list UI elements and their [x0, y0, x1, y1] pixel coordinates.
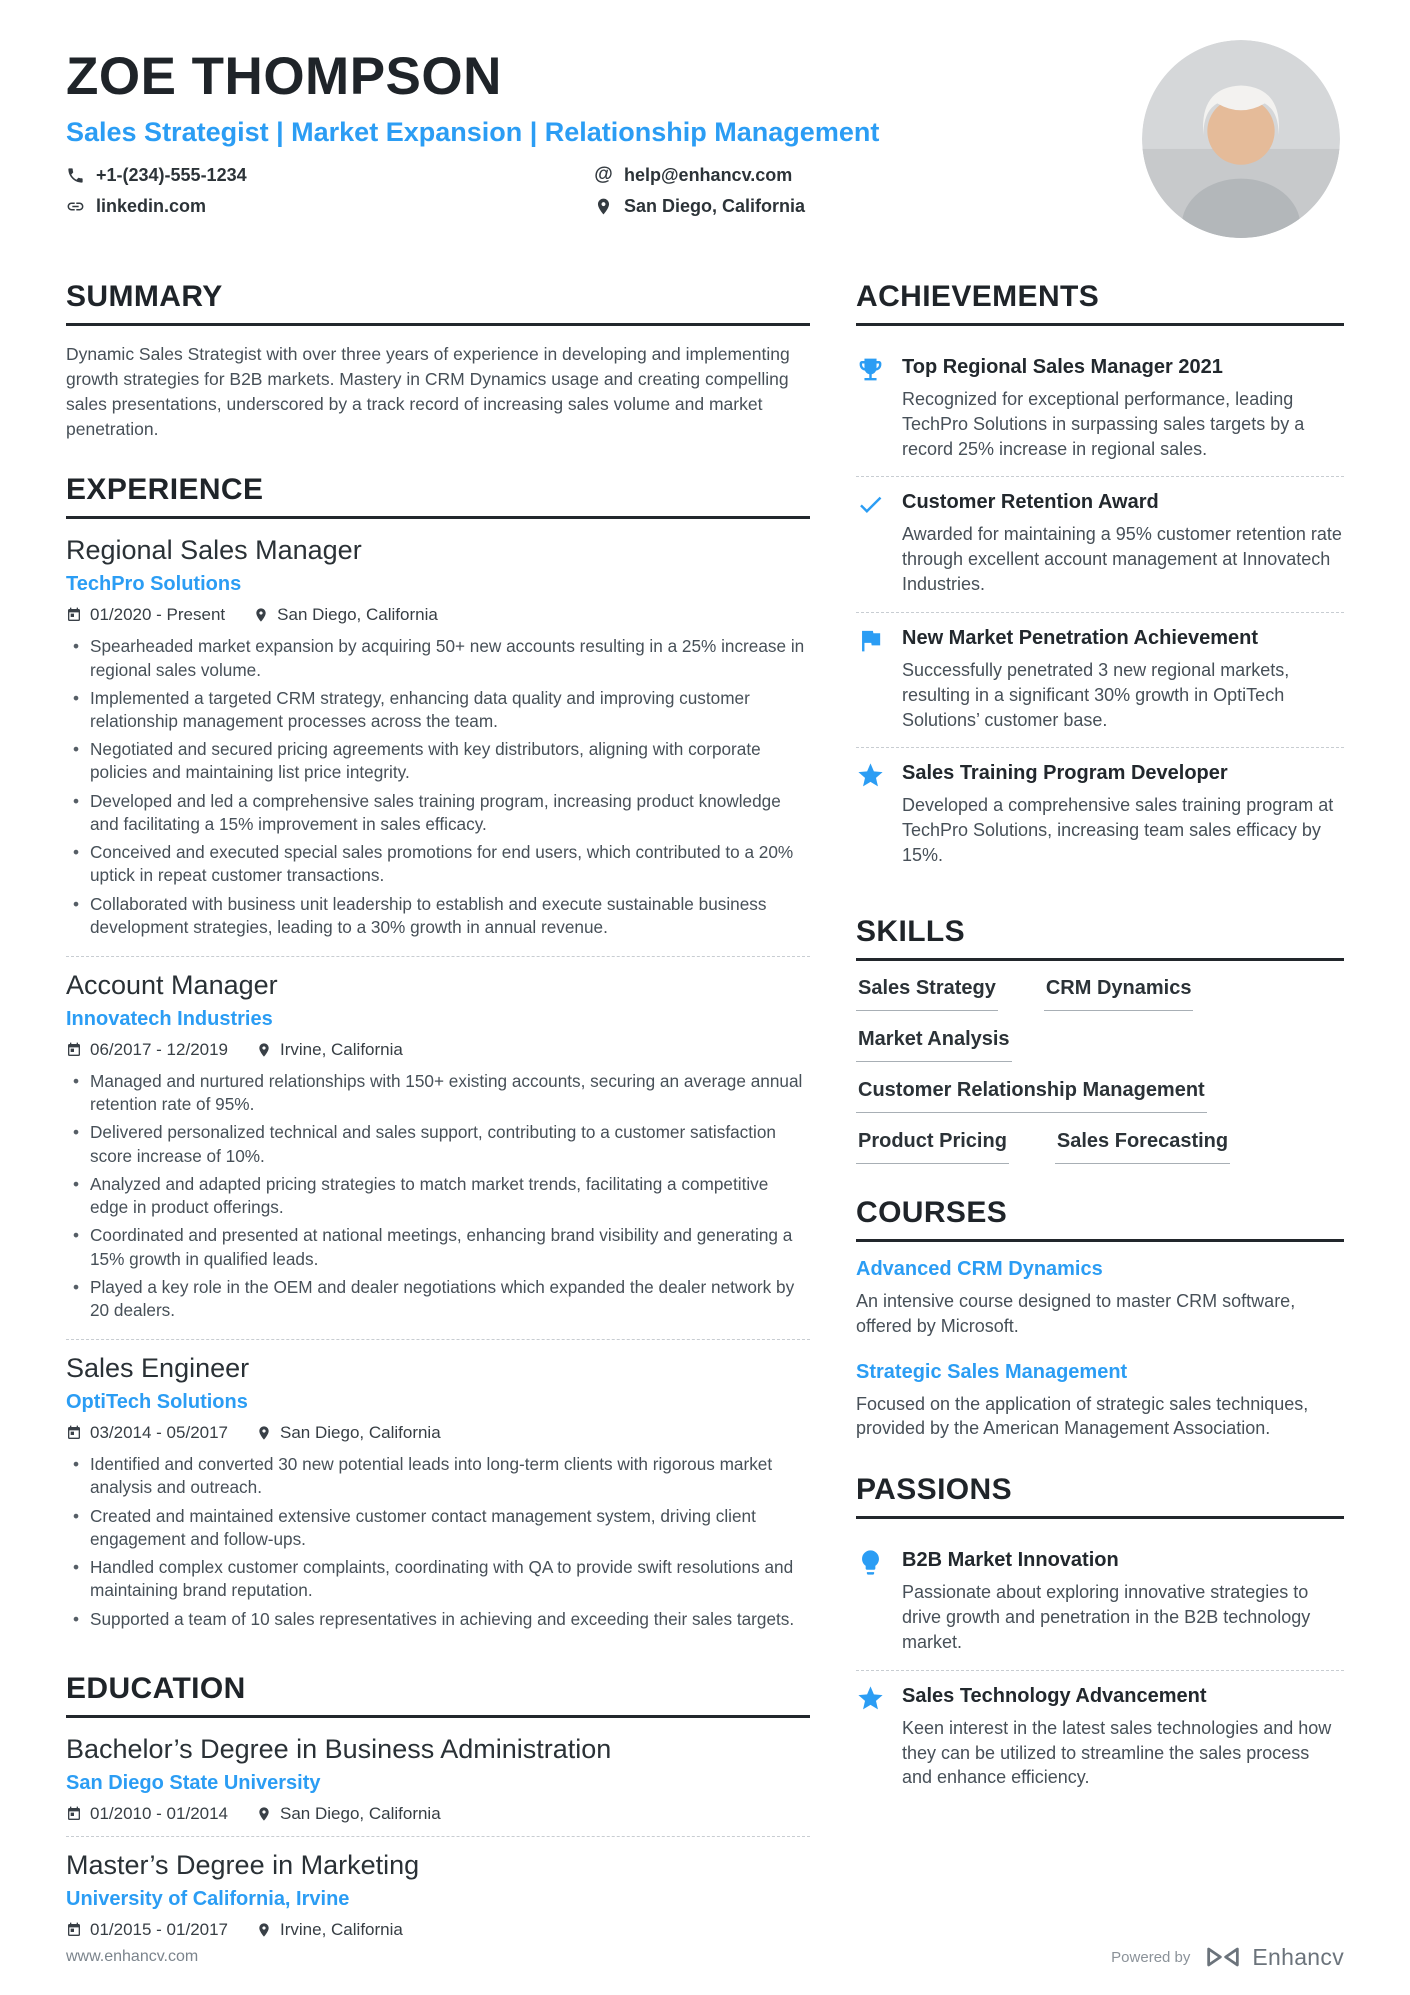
- achievement-item: [856, 477, 1344, 612]
- job-bullet: • Developed and led a comprehensive sales training program, increasing product knowledge and facilitating a 15% improvement in sales efficacy.: [90, 790, 810, 836]
- achievement-title: Top Regional Sales Manager 2021: [902, 356, 1223, 378]
- job-dates: [66, 1040, 228, 1060]
- summary-heading: SUMMARY: [66, 280, 810, 326]
- achievement-text: Successfully penetrated 3 new regional markets, resulting in a significant 30% growth in OptiTech Solutions’ customer base.: [902, 659, 1290, 730]
- job-bullet: • Supported a team of 10 sales representatives in achieving and exceeding their sales targets.: [90, 1608, 810, 1631]
- location-pin-icon: [256, 1425, 272, 1441]
- job-bullet: • Managed and nurtured relationships with 150+ existing accounts, securing an average annual retention rate of 95%.: [90, 1070, 810, 1116]
- job-meta: [66, 605, 810, 625]
- achievement-text: Developed a comprehensive sales training program at TechPro Solutions, increasing team sales efficacy by 15%.: [902, 795, 1334, 866]
- job-list: [66, 535, 810, 1639]
- job-company: TechPro Solutions: [66, 573, 242, 596]
- summary-section: [66, 280, 810, 441]
- link-text[interactable]: linkedin.com: [96, 196, 207, 216]
- job-bullet: • Coordinated and presented at national meetings, enhancing brand visibility and generating a 15% growth in qualified leads.: [90, 1224, 810, 1270]
- skill-tag: CRM Dynamics: [1044, 977, 1194, 1011]
- candidate-title: Sales Strategist | Market Expansion | Relationship Management: [66, 117, 880, 147]
- enhancv-site-link[interactable]: www.enhancv.com: [66, 1948, 199, 1966]
- degree-dates: [66, 1804, 228, 1824]
- contact-row: [66, 164, 1046, 217]
- course-description: An intensive course designed to master CRM software, offered by Microsoft.: [856, 1290, 1296, 1336]
- degree-list: [66, 1734, 810, 1944]
- course-title: Advanced CRM Dynamics: [856, 1257, 1103, 1280]
- achievement-text: Awarded for maintaining a 95% customer retention rate through excellent account management at Innovatech Industries.: [902, 524, 1342, 595]
- contact-email[interactable]: [594, 164, 1046, 186]
- passions-heading: PASSIONS: [856, 1473, 1344, 1519]
- degree-location-text: San Diego, California: [280, 1803, 441, 1823]
- trophy-icon: [856, 355, 885, 384]
- degree-entry: [66, 1734, 810, 1837]
- flag-icon: [856, 626, 885, 655]
- degree-school: San Diego State University: [66, 1771, 321, 1794]
- degree-title: Bachelor’s Degree in Business Administration: [66, 1733, 612, 1764]
- passion-text: Passionate about exploring innovative strategies to drive growth and penetration in the B2B technology market.: [902, 1582, 1311, 1652]
- passion-item: [856, 1535, 1344, 1670]
- courses-section: [856, 1196, 1344, 1441]
- degree-dates-text: 01/2015 - 01/2017: [90, 1919, 229, 1939]
- job-company: Innovatech Industries: [66, 1008, 273, 1030]
- at-icon: @: [594, 164, 613, 185]
- degree-location-text: Irvine, California: [280, 1919, 403, 1939]
- job-bullet: • Played a key role in the OEM and dealer negotiations which expanded the dealer network by 20 dealers.: [90, 1276, 810, 1322]
- job-bullets: [66, 1453, 810, 1631]
- location-pin-icon: [594, 197, 613, 216]
- job-dates-text: 03/2014 - 05/2017: [90, 1423, 229, 1443]
- job-title: Sales Engineer: [66, 1353, 250, 1384]
- job-company: OptiTech Solutions: [66, 1391, 248, 1414]
- star-icon: [856, 1684, 885, 1713]
- calendar-icon: [66, 1922, 82, 1938]
- skill-tag: Sales Forecasting: [1055, 1130, 1230, 1164]
- achievements-section: [856, 280, 1344, 883]
- check-icon: [856, 490, 885, 519]
- job-location: [256, 1423, 441, 1443]
- phone-icon: [66, 166, 85, 185]
- job-title: Account Manager: [66, 970, 278, 1000]
- enhancv-brand-name: Enhancv: [1252, 1943, 1344, 1970]
- course-item: [856, 1361, 1344, 1442]
- course-item: [856, 1258, 1344, 1339]
- job-location-text: San Diego, California: [280, 1423, 441, 1443]
- achievement-text: Recognized for exceptional performance, leading TechPro Solutions in surpassing sales targets by a record 25% increase in regional sales.: [902, 389, 1305, 459]
- degree-dates-text: 01/2010 - 01/2014: [90, 1803, 229, 1823]
- job-meta: [66, 1040, 810, 1060]
- email-address[interactable]: help@enhancv.com: [624, 164, 793, 185]
- course-list: [856, 1258, 1344, 1441]
- skills-heading: SKILLS: [856, 915, 1344, 961]
- experience-section: [66, 473, 810, 1639]
- degree-location: [256, 1804, 441, 1824]
- job-bullet: • Spearheaded market expansion by acquiring 50+ new accounts resulting in a 25% increase in regional sales volume.: [90, 635, 810, 681]
- link-icon: [66, 197, 85, 216]
- degree-school: University of California, Irvine: [66, 1887, 350, 1910]
- job-dates-text: 06/2017 - 12/2019: [90, 1040, 229, 1059]
- achievement-item: [856, 342, 1344, 477]
- passion-title: Sales Technology Advancement: [902, 1684, 1207, 1707]
- location-pin-icon: [256, 1806, 272, 1822]
- degree-meta: [66, 1920, 810, 1940]
- achievements-heading: ACHIEVEMENTS: [856, 280, 1344, 326]
- phone-number: +1-(234)-555-1234: [96, 164, 247, 185]
- passion-title: B2B Market Innovation: [902, 1549, 1119, 1572]
- calendar-icon: [66, 1806, 82, 1822]
- content-columns: [66, 280, 1344, 1944]
- contact-location: [594, 196, 1046, 217]
- calendar-icon: [66, 1425, 82, 1441]
- skills-section: [856, 915, 1344, 1164]
- education-section: [66, 1672, 810, 1944]
- job-bullets: [66, 1070, 810, 1322]
- passion-text: Keen interest in the latest sales technologies and how they can be utilized to streamline the sales process and enhance efficiency.: [902, 1717, 1332, 1788]
- calendar-icon: [66, 607, 82, 623]
- achievement-item: [856, 748, 1344, 882]
- skill-tag: Customer Relationship Management: [856, 1079, 1207, 1113]
- powered-by[interactable]: [1111, 1944, 1344, 1971]
- job-bullet: • Analyzed and adapted pricing strategies to match market trends, facilitating a competitive edge in product offerings.: [90, 1173, 810, 1219]
- lightbulb-icon: [856, 1548, 885, 1577]
- achievement-list: [856, 342, 1344, 883]
- passion-list: [856, 1535, 1344, 1805]
- enhancv-logo-icon: [1206, 1945, 1240, 1969]
- course-description: Focused on the application of strategic sales techniques, provided by the American Management Association.: [856, 1393, 1309, 1439]
- left-column: [66, 280, 810, 1944]
- contact-link[interactable]: [66, 196, 586, 217]
- skill-tag: Sales Strategy: [856, 977, 998, 1011]
- job-bullet: • Conceived and executed special sales promotions for end users, which contributed to a 20% uptick in repeat customer transactions.: [90, 841, 810, 887]
- job-title: Regional Sales Manager: [66, 535, 362, 566]
- degree-meta: [66, 1804, 810, 1824]
- job-bullet: • Implemented a targeted CRM strategy, enhancing data quality and improving customer relationship management processes across the team.: [90, 687, 810, 733]
- job-bullet: • Handled complex customer complaints, coordinating with QA to provide swift resolutions and maintaining brand reputation.: [90, 1556, 810, 1602]
- degree-dates: [66, 1920, 228, 1940]
- right-column: [856, 280, 1344, 1805]
- skill-tag: Product Pricing: [856, 1130, 1009, 1164]
- calendar-icon: [66, 1042, 82, 1058]
- page-footer: [66, 1944, 1344, 1971]
- job-entry: [66, 1353, 810, 1640]
- achievement-title: Customer Retention Award: [902, 491, 1159, 514]
- job-location: [253, 605, 438, 625]
- education-heading: EDUCATION: [66, 1672, 810, 1718]
- degree-title: Master’s Degree in Marketing: [66, 1849, 420, 1880]
- job-bullet: • Created and maintained extensive customer contact management system, driving client engagement and follow-ups.: [90, 1505, 810, 1551]
- skill-tag: Market Analysis: [856, 1028, 1012, 1062]
- job-location-text: Irvine, California: [280, 1040, 403, 1059]
- degree-entry: [66, 1850, 810, 1944]
- location-text: San Diego, California: [624, 196, 806, 216]
- job-location: [256, 1040, 403, 1060]
- experience-heading: EXPERIENCE: [66, 473, 810, 519]
- job-dates-text: 01/2020 - Present: [90, 605, 226, 625]
- candidate-name: ZOE THOMPSON: [66, 47, 502, 106]
- job-meta: [66, 1423, 810, 1443]
- job-entry: [66, 535, 810, 957]
- degree-location: [256, 1920, 403, 1940]
- job-bullet: • Collaborated with business unit leadership to establish and execute sustainable business development strategies, leading to a 30% growth in annual revenue.: [90, 893, 810, 939]
- summary-text: Dynamic Sales Strategist with over three years of experience in developing and implementing growth strategies for B2B markets. Mastery in CRM Dynamics usage and creating compelling sales presentations, underscored by a track record of increasing sales volume and market penetration.: [66, 344, 790, 439]
- profile-photo: [1142, 40, 1340, 238]
- job-dates: [66, 605, 225, 625]
- job-location-text: San Diego, California: [277, 605, 438, 625]
- course-title: Strategic Sales Management: [856, 1360, 1128, 1383]
- passion-item: [856, 1671, 1344, 1805]
- achievement-title: Sales Training Program Developer: [902, 762, 1228, 785]
- job-bullet: • Delivered personalized technical and sales support, contributing to a customer satisfaction score increase of 10%.: [90, 1121, 810, 1167]
- location-pin-icon: [256, 1922, 272, 1938]
- location-pin-icon: [253, 607, 269, 623]
- skill-list: [856, 977, 1344, 1164]
- job-bullet: • Identified and converted 30 new potential leads into long-term clients with rigorous market analysis and outreach.: [90, 1453, 810, 1499]
- courses-heading: COURSES: [856, 1196, 1344, 1242]
- job-dates: [66, 1423, 228, 1443]
- achievement-title: New Market Penetration Achievement: [902, 626, 1259, 649]
- job-bullet: • Negotiated and secured pricing agreements with key distributors, aligning with corporate policies and maintaining list price integrity.: [90, 738, 810, 784]
- job-bullets: [66, 635, 810, 939]
- job-entry: [66, 970, 810, 1340]
- powered-by-label: Powered by: [1111, 1948, 1191, 1966]
- star-icon: [856, 761, 885, 790]
- achievement-item: [856, 613, 1344, 748]
- resume-header: [66, 46, 1344, 246]
- contact-phone: [66, 164, 586, 186]
- location-pin-icon: [256, 1042, 272, 1058]
- passions-section: [856, 1473, 1344, 1805]
